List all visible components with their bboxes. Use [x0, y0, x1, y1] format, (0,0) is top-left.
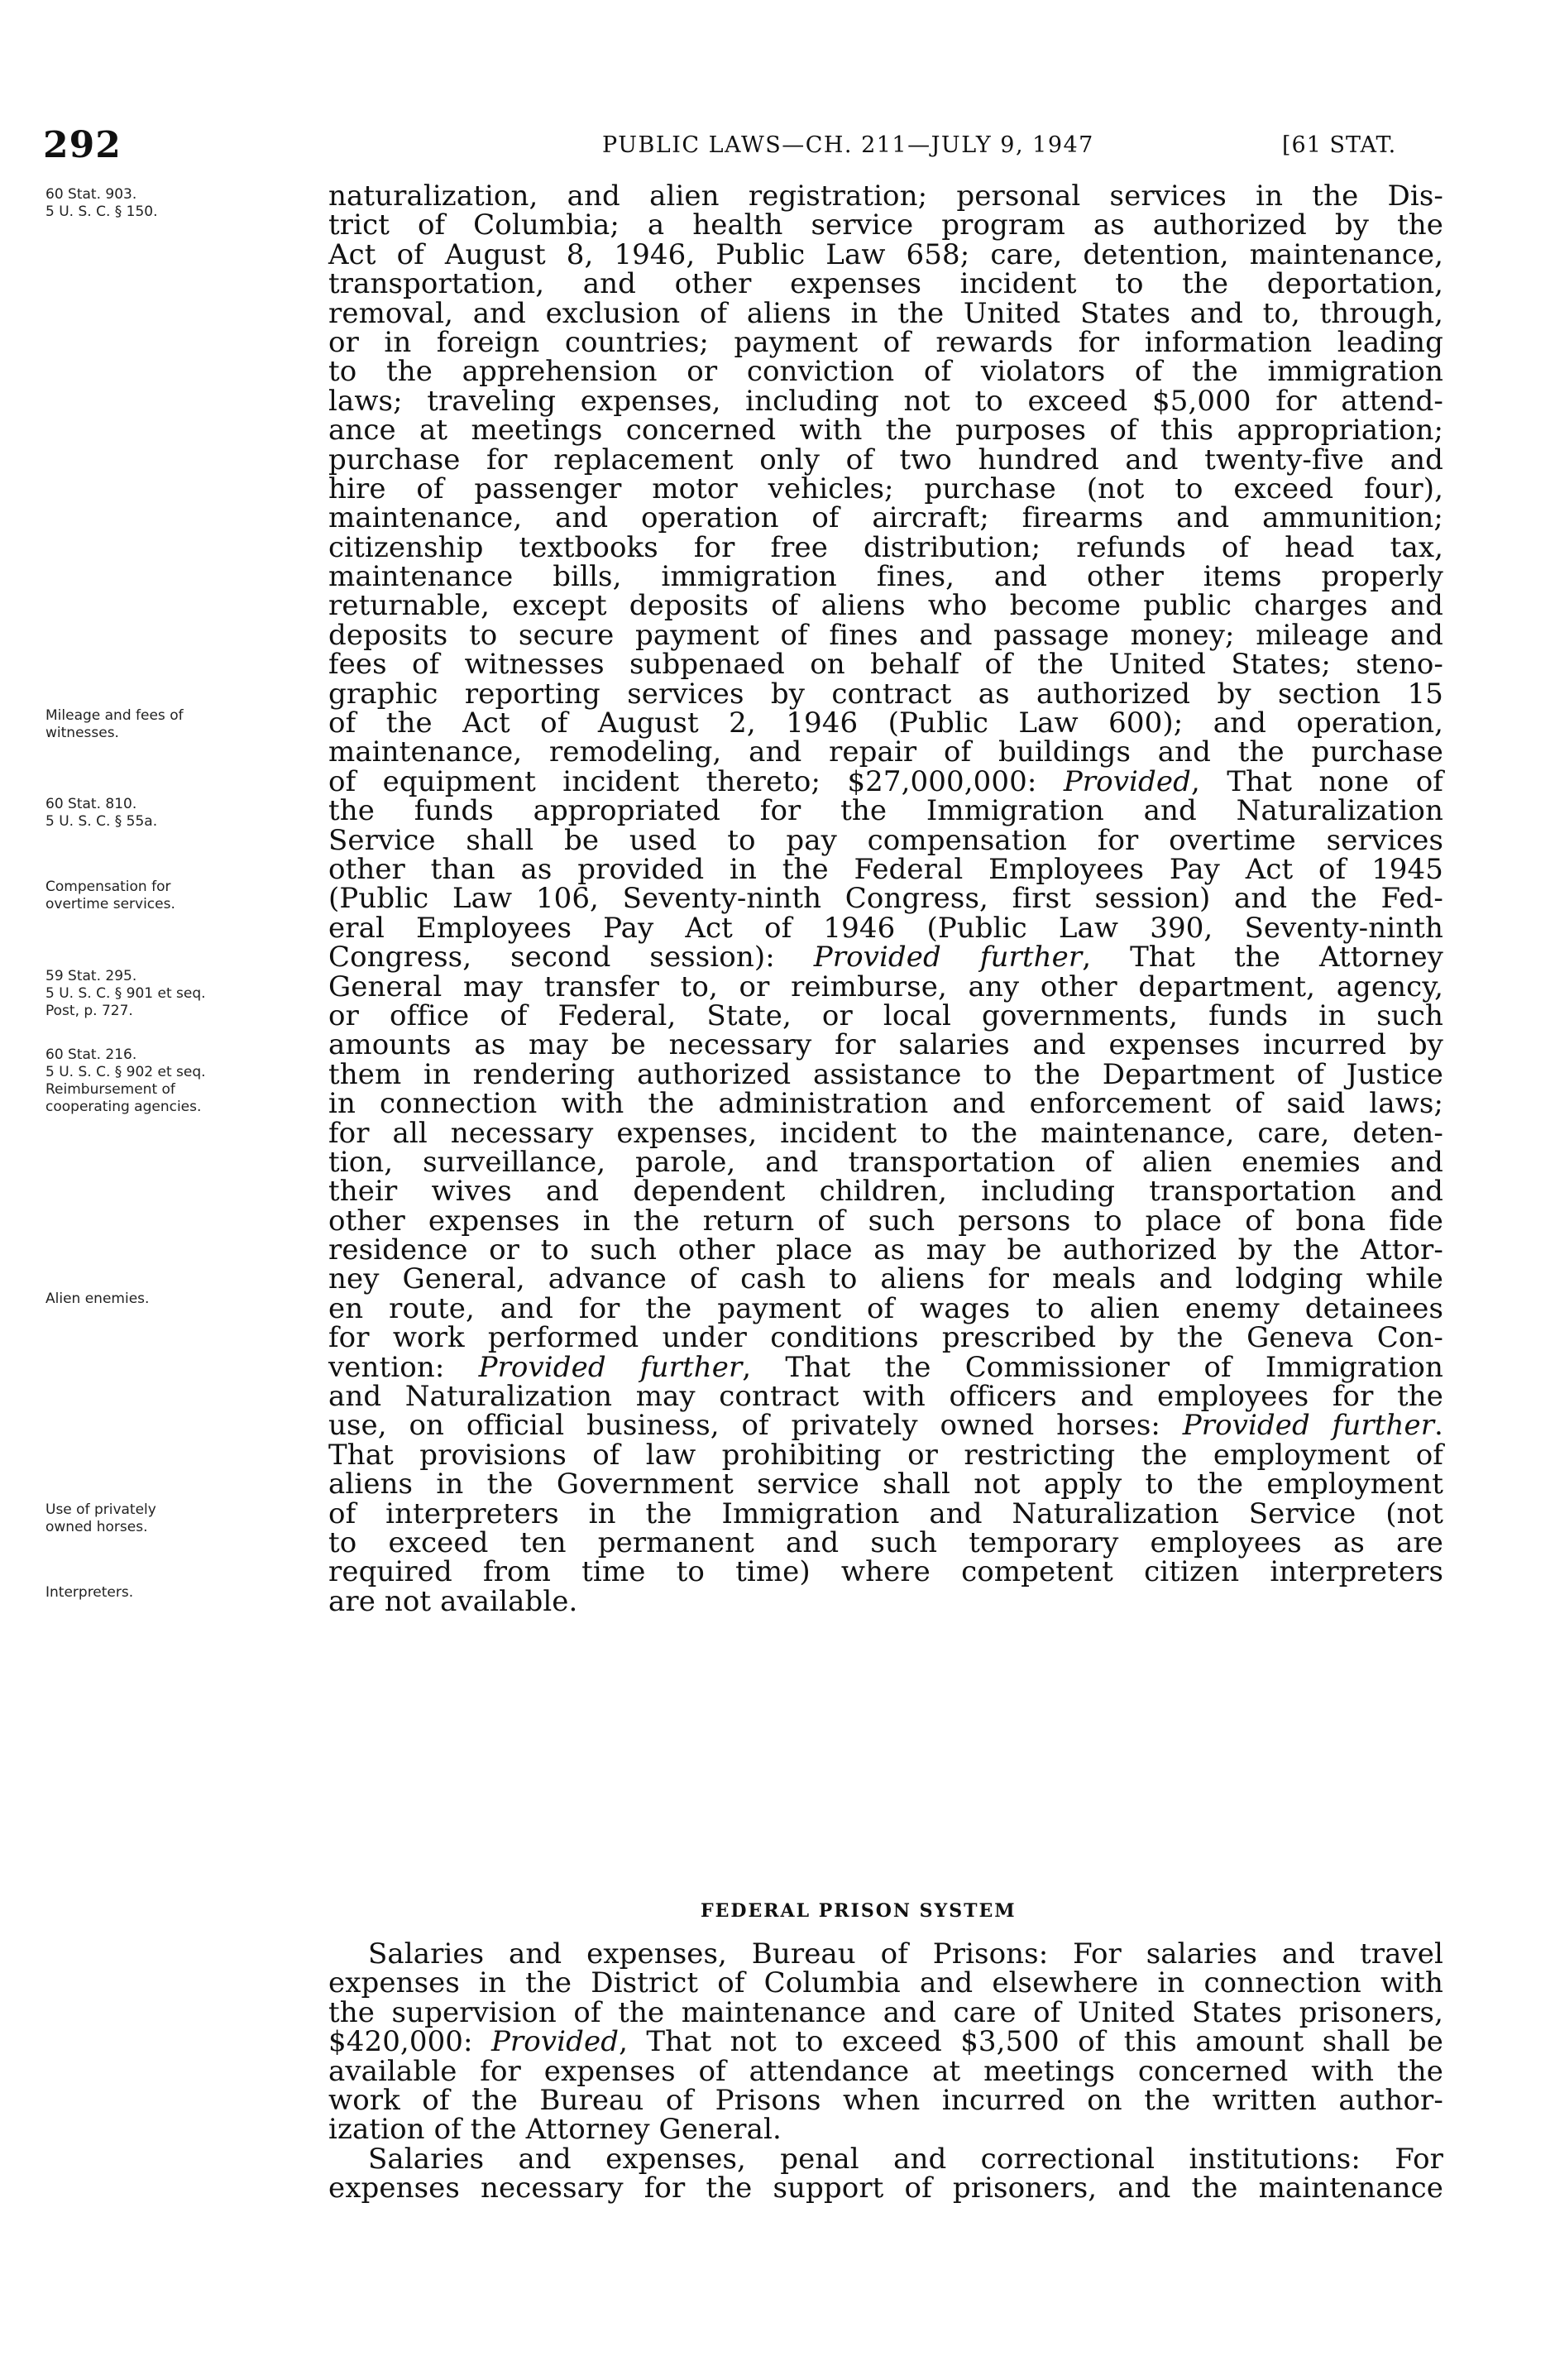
text-line: work of the Bureau of Prisons when incurred on the written author- [328, 2083, 1443, 2117]
statute-reference: [61 STAT. [1282, 132, 1397, 158]
text-line-mixed [328, 2025, 1443, 2059]
running-head: PUBLIC LAWS—CH. 211—JULY 9, 1947 [602, 132, 1094, 158]
text-line: en route, and for the payment of wages to alien enemy detainees [328, 1291, 1443, 1325]
text-line: transportation, and other expenses incident to the deportation, [328, 267, 1443, 301]
text-line: maintenance bills, immigration fines, and other items properly [328, 560, 1443, 594]
text-segment: . [1434, 1409, 1443, 1443]
text-line: returnable, except deposits of aliens who become public charges and [328, 589, 1443, 623]
text-segment: use, on official business, of privately owned horses: [328, 1409, 1160, 1443]
text-line: for work performed under conditions prescribed by the Geneva Con- [328, 1321, 1443, 1355]
margin-note-horses: Use of privately owned horses. [45, 1501, 156, 1535]
page-header [0, 124, 1555, 165]
text-line: the funds appropriated for the Immigration and Naturalization [328, 794, 1443, 828]
text-line: graphic reporting services by contract as authorized by section 15 [328, 677, 1443, 711]
text-line: residence or to such other place as may be authorized by the Attor- [328, 1233, 1443, 1267]
text-line: other expenses in the return of such persons to place of bona fide [328, 1204, 1443, 1238]
text-line: maintenance, and operation of aircraft; firearms and ammunition; [328, 501, 1443, 535]
text-line: removal, and exclusion of aliens in the United States and to, through, [328, 296, 1443, 330]
text-line: Act of August 8, 1946, Public Law 658; care, detention, maintenance, [328, 237, 1443, 271]
text-line: ney General, advance of cash to aliens for meals and lodging while [328, 1262, 1443, 1296]
text-line: and Naturalization may contract with officers and employees for the [328, 1380, 1443, 1414]
text-line: are not available. [328, 1584, 578, 1618]
text-line: fees of witnesses subpenaed on behalf of the United States; steno- [328, 648, 1443, 682]
text-segment: , That not to exceed $3,500 of this amount shall be [619, 2025, 1443, 2059]
margin-note-stat-810: 60 Stat. 810. 5 U. S. C. § 55a. [45, 796, 158, 830]
text-line: their wives and dependent children, including transportation and [328, 1175, 1443, 1209]
text-line: of the Act of August 2, 1946 (Public Law 600); and operation, [328, 706, 1443, 740]
text-line: them in rendering authorized assistance to the Department of Justice [328, 1057, 1443, 1091]
text-segment: , That the Attorney [1082, 941, 1443, 975]
text-line: tion, surveillance, parole, and transportation of alien enemies and [328, 1145, 1443, 1179]
text-line: Salaries and expenses, penal and correctional institutions: For [368, 2142, 1443, 2176]
text-line: of interpreters in the Immigration and Naturalization Service (not [328, 1496, 1443, 1530]
proviso-italic: Provided further [478, 1350, 743, 1384]
text-line: expenses in the District of Columbia and elsewhere in connection with [328, 1966, 1443, 2000]
margin-note-stat-903: 60 Stat. 903. 5 U. S. C. § 150. [45, 186, 158, 220]
margin-note-overtime: Compensation for overtime services. [45, 879, 175, 912]
text-line-mixed [328, 941, 1443, 975]
text-line-mixed [328, 1350, 1443, 1384]
text-line: laws; traveling expenses, including not to exceed $5,000 for attend- [328, 384, 1443, 418]
text-line: in connection with the administration and enforcement of said laws; [328, 1087, 1443, 1121]
text-line: to exceed ten permanent and such temporary employees as are [328, 1525, 1443, 1559]
text-line: amounts as may be necessary for salaries and expenses incurred by [328, 1028, 1443, 1062]
section-heading: FEDERAL PRISON SYSTEM [701, 1900, 1017, 1922]
text-line-mixed [328, 764, 1443, 798]
margin-note-alien-enemies: Alien enemies. [45, 1291, 150, 1307]
margin-note-mileage: Mileage and fees of witnesses. [45, 707, 184, 741]
margin-note-reimbursement: 60 Stat. 216. 5 U. S. C. § 902 et seq. Reimbursement of cooperating agencies. [45, 1046, 206, 1115]
text-line: citizenship textbooks for free distribution; refunds of head tax, [328, 530, 1443, 564]
proviso-italic: Provided [490, 2025, 620, 2059]
proviso-italic: Provided further [1182, 1409, 1435, 1443]
body-text [328, 182, 1443, 1616]
text-segment: of equipment incident thereto; $27,000,000: [328, 764, 1037, 798]
page-number: 292 [43, 124, 122, 166]
text-segment: Congress, second session): [328, 941, 775, 975]
margin-note-interpreters: Interpreters. [45, 1584, 134, 1601]
proviso-italic: Provided [1063, 764, 1191, 798]
text-line: Service shall be used to pay compensation for overtime services [328, 823, 1443, 857]
text-line: That provisions of law prohibiting or restricting the employment of [328, 1438, 1443, 1472]
proviso-italic: Provided further [813, 941, 1083, 975]
text-line: (Public Law 106, Seventy-ninth Congress, first session) and the Fed- [328, 882, 1443, 916]
text-line: or office of Federal, State, or local governments, funds in such [328, 998, 1443, 1032]
prison-system-text [328, 1937, 1443, 2205]
text-line: naturalization, and alien registration; personal services in the Dis- [328, 180, 1443, 213]
text-line: purchase for replacement only of two hundred and twenty-five and [328, 443, 1443, 476]
text-line: expenses necessary for the support of prisoners, and the maintenance [328, 2172, 1443, 2205]
text-line: aliens in the Government service shall not apply to the employment [328, 1468, 1443, 1501]
text-line: hire of passenger motor vehicles; purchase (not to exceed four), [328, 472, 1443, 505]
text-line: General may transfer to, or reimburse, any other department, agency, [328, 970, 1443, 1003]
text-line: trict of Columbia; a health service program as authorized by the [328, 208, 1443, 242]
text-line-mixed [328, 1409, 1443, 1443]
text-line: eral Employees Pay Act of 1946 (Public Law 390, Seventy-ninth [328, 911, 1443, 945]
text-line: ance at meetings concerned with the purposes of this appropriation; [328, 414, 1443, 448]
text-line: available for expenses of attendance at meetings concerned with the [328, 2054, 1443, 2088]
text-line: Salaries and expenses, Bureau of Prisons: For salaries and travel [368, 1937, 1443, 1971]
text-segment: $420,000: [328, 2025, 473, 2059]
text-line: deposits to secure payment of fines and passage money; mileage and [328, 618, 1443, 652]
text-line: the supervision of the maintenance and care of United States prisoners, [328, 1995, 1443, 2029]
text-line: other than as provided in the Federal Employees Pay Act of 1945 [328, 852, 1443, 886]
text-line: for all necessary expenses, incident to the maintenance, care, deten- [328, 1116, 1443, 1150]
text-segment: , That the Commissioner of Immigration [742, 1350, 1443, 1384]
margin-note-stat-295: 59 Stat. 295. 5 U. S. C. § 901 et seq. Post, p. 727. [45, 968, 206, 1019]
text-line: to the apprehension or conviction of violators of the immigration [328, 355, 1443, 389]
text-segment: , That none of [1190, 764, 1443, 798]
text-line: ization of the Attorney General. [328, 2113, 782, 2147]
text-line: or in foreign countries; payment of rewards for information leading [328, 325, 1443, 359]
text-segment: vention: [328, 1350, 445, 1384]
text-line: required from time to time) where competent citizen interpreters [328, 1555, 1443, 1589]
text-line: maintenance, remodeling, and repair of buildings and the purchase [328, 735, 1443, 769]
